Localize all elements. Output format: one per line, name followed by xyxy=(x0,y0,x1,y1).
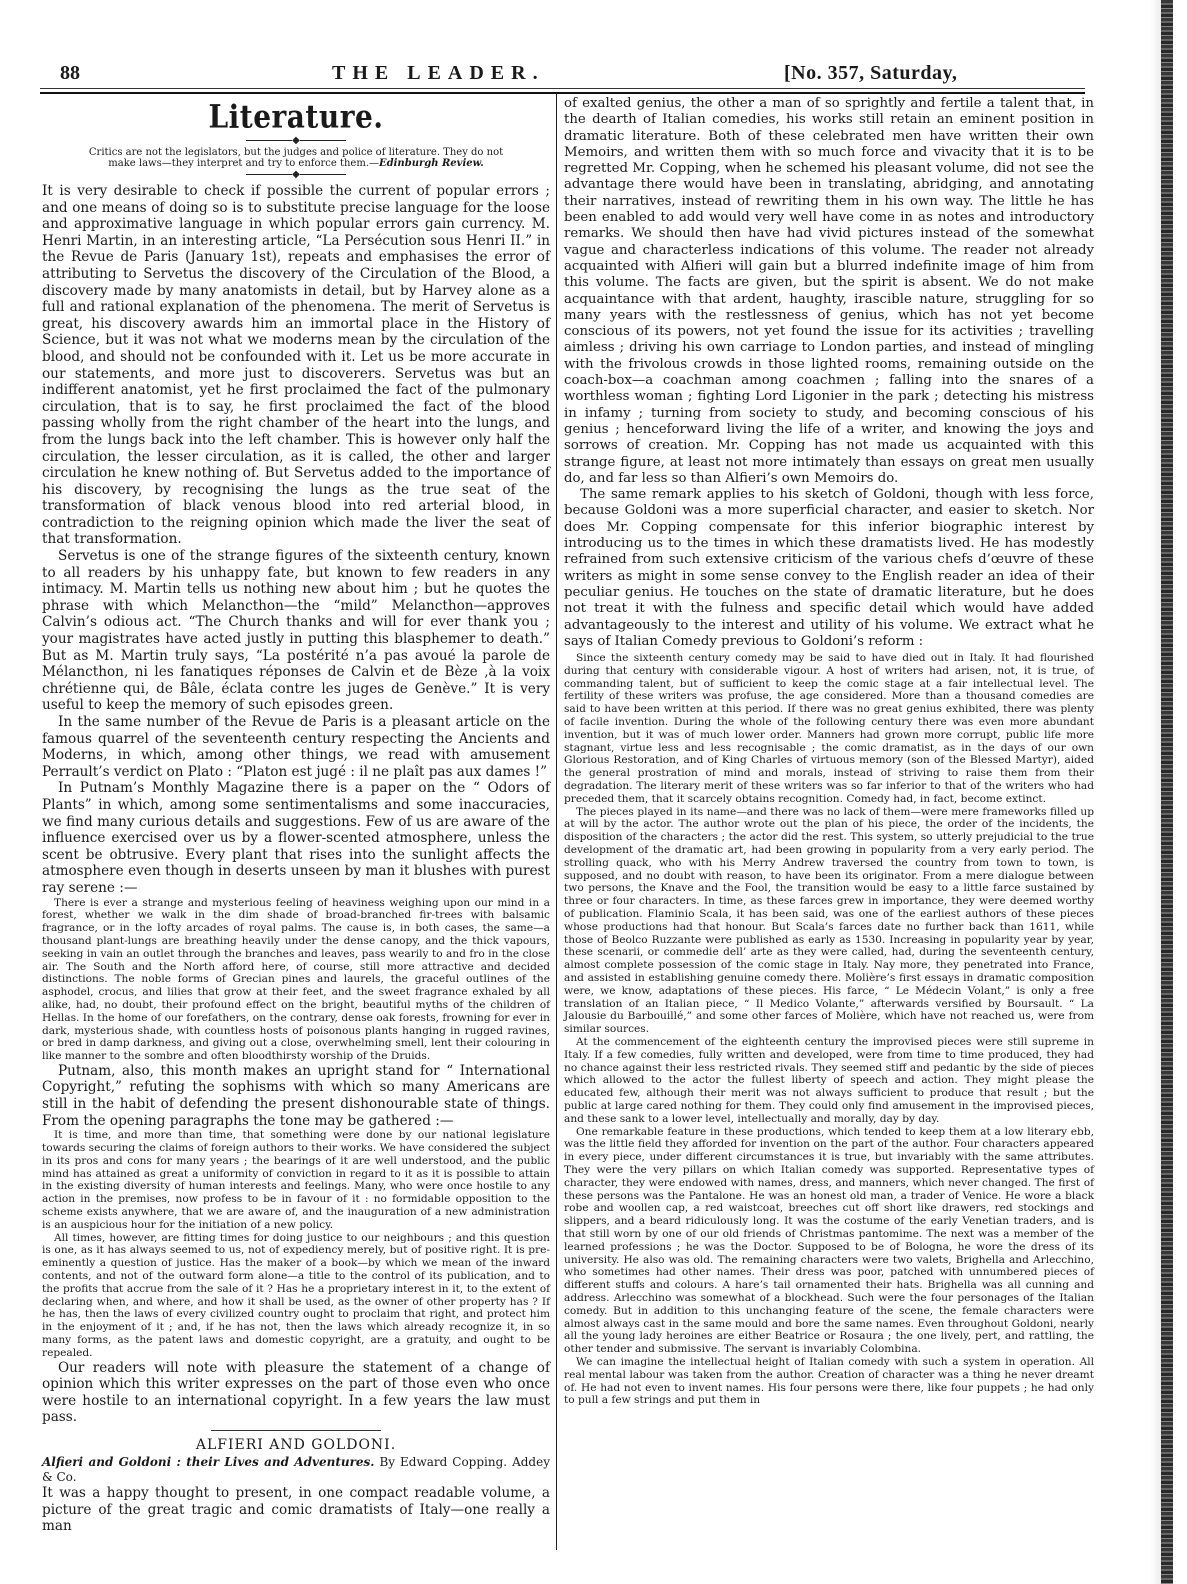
quote-paragraph: At the commencement of the eighteenth century the improvised pieces were still supreme in Italy. If a few comedies, fully written and developed, were from time to time produced, they had no chance against their less restricted rivals. They seemed stiff and pedantic by the side of pieces which allowed to the actor the fullest liberty of speech and action. They might please the educated few, although their merit was not always sufficient to produce that result ; but the public at large cared nothing for them. They could only find amusement in the improvised pieces, and these sank to a lower level, intellectually and morally, day by day. xyxy=(564,1036,1094,1125)
review-heading: ALFIERI AND GOLDONI. xyxy=(195,1436,397,1453)
block-quote xyxy=(564,652,1094,1407)
paragraph: Servetus is one of the strange figures of the sixteenth century, known to all readers by his unhappy fate, but known to few readers in any intimacy. M. Martin tells us nothing new about him ; but he quotes the phrase with which Melancthon—the “mild” Melancthon—approves Calvin’s odious act. “The Church thanks and will for ever thank you ; your magistrates have acted justly in putting this blasphemer to death.” But as M. Martin truly says, “La postérité n’a pas avoué la parole de Mélancthon, ni les fanatiques réponses de Calvin et de Bèze ,à la voix chrétienne qui, de Bâle, éclata contre les juges de Genève.” It is very useful to keep the memory of such episodes green. xyxy=(42,548,550,714)
ornament-divider: ◆ xyxy=(42,137,550,145)
article-body xyxy=(42,1485,550,1535)
paragraph: Our readers will note with pleasure the statement of a change of opinion which this writer expresses on the part of those even who once were hostile to an international copyright. In a few years the law must pass. xyxy=(42,1359,550,1426)
column-divider xyxy=(556,94,557,1550)
quote-paragraph: Since the sixteenth century comedy may be said to have died out in Italy. It had flourished during that century with considerable vigour. A host of writers had arisen, not, it is true, of commanding talent, but of sufficient to keep the comic stage at a fair intellectual level. The fertility of these writers was profuse, the age considered. More than a thousand comedies are said to have been written at this period. If there was no great genius exhibited, there was plenty of facile invention. During the whole of the following century there was even more abundant invention, but it was of much lower order. Manners had grown more corrupt, public life more stagnant, virtue less and less recognisable ; the comic dramatist, as in the days of our own Glorious Restoration, and of King Charles of virtuous memory (son of the Blessed Martyr), aided the general prostration of mind and morals, instead of striving to raise them from their degradation. The literary merit of these writers was so far inferior to that of the writers who had preceded them, that it scarcely obtains recognition. Comedy had, in fact, become extinct. xyxy=(564,652,1094,805)
paragraph: It was a happy thought to present, in one compact readable volume, a picture of the great tragic and comic dramatists of Italy—one really a man xyxy=(42,1484,550,1535)
quote-paragraph: All times, however, are fitting times for doing justice to our neighbours ; and this question is one, as it has always seemed to us, not of expediency merely, but of positive right. It is pre-eminently a question of justice. Has the maker of a book—by which we mean of the inward contents, and not of the outward form alone—a title to the control of its publication, and to the profits that accrue from the sale of it ? Has he a proprietary interest in it, to the extent of declaring when, and where, and how it shall be used, as the owner of other property has ? If he has, then the laws of every civilized country ought to proclaim that right, and protect him in the enjoyment of it ; and, if he has not, then the laws which already recognize it, in so many forms, as the patent laws and domestic copyright, are a gratuity, and ought to be repealed. xyxy=(42,1231,550,1359)
masthead xyxy=(42,62,1187,88)
epigraph-line: Critics are not the legislators, but the judges and police of literature. They do not xyxy=(88,147,504,158)
article-body xyxy=(564,96,1094,650)
paragraph: of exalted genius, the other a man of so sprightly and fertile a talent that, in the dearth of Italian comedies, his works still retain an eminent position in dramatic literature. Both of these celebrated men have written their own Memoirs, and written them with so much force and vivacity that it is to be regretted Mr. Copping, when he schemed his pleasant volume, did not see the advantage there would have been in translating, abridging, and annotating their narratives, instead of rewriting them in his own way. The little he has been enabled to add would very well have come in as notes and introductory remarks. We should then have had vivid pictures instead of the somewhat vague and characterless indications of this volume. The reader not already acquainted with Alfieri will gain but a blurred indefinite image of him from this volume. The facts are given, but the spirit is absent. We do not make acquaintance with that ardent, haughty, irascible nature, struggling for so many years with the restlessness of genius, which has not yet become conscious of its powers, not yet found the issue for its activities ; travelling aimless ; driving his own carriage to London parties, and instead of mingling with the frivolous crowds in those lighted rooms, remaining outside on the coach-box—a coachman among coachmen ; falling into the snares of a worthless woman ; fighting Lord Ligonier in the park ; detecting his mistress in infamy ; turning from society to study, and becoming conscious of his genius ; henceforward living the life of a writer, and knowing the joys and sorrows of creation. Mr. Copping has not made us acquainted with this strange figure, at least not more intimately than essays on great men usually do, and far less so than Alfieri’s own Memoirs do. xyxy=(564,96,1094,486)
paragraph: It is very desirable to check if possible the current of popular errors ; and one means of doing so is to substitute precise language for the loose and approximative language in which popular errors gain currency. M. Henri Martin, in an interesting article, “La Persécution sous Henri II.” in the Revue de Paris (January 1st), repeats and emphasises the error of attributing to Servetus the discovery of the Circulation of the Blood, a discovery made by many anatomists in detail, but by Harvey alone as a full and rational explanation of the phenomena. The merit of Servetus is great, his discovery awards him an immortal place in the History of Science, but it was not what we moderns mean by the circulation of the blood, and should not be confounded with it. Let us be more accurate in our statements, and more just to discoverers. Servetus was but an indifferent anatomist, yet he first proclaimed the fact of the pulmonary circulation, that is to say, he first proclaimed the fact of the blood passing wholly from the right chamber of the heart into the lungs, and from the lungs back into the left chamber. This is however only half the circulation, the lesser circulation, as it is called, the other and larger circulation he knew nothing of. But Servetus added to the importance of his discovery, by recognising the lungs as the true seat of the transformation of black venous blood into red arterial blood, in contradiction to the reigning opinion which made the liver the seat of that transformation. xyxy=(42,183,550,548)
binding-edge xyxy=(1161,0,1173,1584)
block-quote xyxy=(42,1129,550,1359)
epigraph-source: Edinburgh Review. xyxy=(379,158,484,169)
section-rule xyxy=(211,1430,381,1431)
book-citation xyxy=(42,1455,550,1485)
book-meta: By Edward Copping. Addey & Co. xyxy=(42,1454,550,1484)
quote-paragraph: The pieces played in its name—and there was no lack of them—were mere frameworks filled up at will by the actor. The author wrote out the plan of his piece, the order of the incidents, the disposition of the characters ; the actor did the rest. This system, so utterly prejudicial to the true development of the dramatic art, had been growing in popularity from a very early period. The strolling quack, who with his Merry Andrew traversed the country from town to town, is supposed, and no doubt with reason, to have been its originator. From a mere dialogue between two persons, the Knave and the Fool, the transition would be easy to a little farce sustained by three or four characters. In time, as these farces grew in importance, they were deemed worthy of publication. Flaminio Scala, it has been said, was one of the earliest authors of these pieces whose productions had that honour. But Scala’s farces date no further back than 1611, while those of Beolco Ruzzante were published as early as 1530. Increasing in popularity year by year, these scenarii, or commedie dell’ arte as they were called, had, during the seventeenth century, almost complete possession of the comic stage in Italy. Nay more, they penetrated into France, and assisted in establishing genuine comedy there. Molière’s first essays in dramatic composition were, we know, adaptations of these pieces. His farce, “ Le Médecin Volant,” is only a free translation of an Italian piece, “ Il Medico Volante,” afterwards versified by Boursault. “ La Jalousie du Barbouillé,” and some other farces of Molière, which have not reached us, were from similar sources. xyxy=(564,805,1094,1036)
quote-paragraph: We can imagine the intellectual height of Italian comedy with such a system in operation. All real mental labour was taken from the author. Creation of character was a thing he never dreamt of. He had not even to invent names. His four persons were there, like four puppets ; he had only to pull a few strings and put them in xyxy=(564,1355,1094,1407)
right-column xyxy=(564,96,1094,1407)
quote-paragraph: There is ever a strange and mysterious feeling of heaviness weighing upon our mind in a forest, whether we walk in the dim shade of broad-branched fir-trees with balsamic fragrance, or in the lofty arcades of royal palms. The cause is, in both cases, the same—a thousand plant-lungs are breathing heavily under the dense canopy, and the thick vapours, seeking in vain an outlet through the branches and leaves, pass wearily to and fro in the close air. The South and the North afford here, of course, still more attractive and decided distinctions. The noble forms of Grecian pines and laurels, the graceful outlines of the asphodel, crocus, and lilies that grow at their feet, and the sweet fragrance exhaled by all alike, had, no doubt, their profound effect on the bright, beautiful myths of the children of Hellas. In the home of our forefathers, on the contrary, dense oak forests, frowning for ever in dark, mysterious shade, with countless hosts of poisonous plants hanging in rugged ravines, or bred in damp darkness, and giving out a close, overwhelming smell, lent their colouring in like manner to the sombre and often bloodthirsty worship of the Druids. xyxy=(42,896,550,1063)
paragraph: In Putnam’s Monthly Magazine there is a paper on the “ Odors of Plants” in which, among some sentimentalisms and some inaccuracies, we find many curious details and suggestions. Few of us are aware of the influence exercised over us by a flower-scented atmosphere, unless the scent be obtrusive. Every plant that rises into the sunlight affects the atmosphere even though in deserts unseen by man it blushes with purest ray serene :— xyxy=(42,780,550,896)
quote-paragraph: One remarkable feature in these productions, which tended to keep them at a low literary ebb, was the little field they afforded for invention on the part of the author. Four characters appeared in every piece, under different circumstances it is true, but invariably with the same attributes. They were the very pillars on which Italian comedy was supported. Representative types of character, they were endowed with names, dress, and manners, which never changed. The first of these persons was the Pantalone. He was an honest old man, a trader of Venice. He wore a black robe and woollen cap, a red waistcoat, breeches cut off short like drawers, red stockings and slippers, and a beard ridiculously long. It was the costume of the early Venetian traders, and is that still worn by one of our old friends of Christmas pantomime. The next was a member of the learned professions ; he was the Doctor. Supposed to be of Bologna, he wore the dress of its university. He also was old. The remaining characters were two valets, Brighella and Arlecchino, who sometimes had other names. Their dress was poor, patched with unnumbered pieces of different stuffs and colours. A hare’s tail ornamented their hats. Brighella was all cunning and address. Arlecchino was somewhat of a blockhead. Such were the four personages of the Italian comedy. But in addition to this unchanging feature of the scene, the female characters were almost always cast in the same mould and bore the same names. Even throughout Goldoni, nearly all the young lady heroines are either Beatrice or Rosaura ; the one lively, pert, and rattling, the other tender and submissive. The servant is invariably Colombina. xyxy=(564,1125,1094,1356)
issue-number: [No. 357, Saturday, xyxy=(784,62,958,84)
article-body xyxy=(42,1063,550,1129)
header-rule xyxy=(40,88,1085,94)
quote-paragraph: It is time, and more than time, that something were done by our national legislature towards securing the claims of foreign authors to their works. We have considered the subject in its pros and cons for many years ; the bearings of it are well understood, and the public mind has attained as great a uniformity of conviction in regard to it as it is possible to attain in the existing diversity of human interests and feelings. Many, who were once hostile to any action in the premises, now profess to be in favour of it : no formidable opposition to the scheme exists anywhere, that we are aware of, and the inauguration of a new administration is an auspicious hour for the initiation of a new policy. xyxy=(42,1129,550,1231)
paragraph: In the same number of the Revue de Paris is a pleasant article on the famous quarrel of the seventeenth century respecting the Ancients and Moderns, in which, among other things, we read with amusement Perrault’s verdict on Plato : “Platon est jugé : il ne plaît pas aux dames !” xyxy=(42,714,550,780)
paragraph: The same remark applies to his sketch of Goldoni, though with less force, because Goldoni was a more superficial character, and easier to sketch. Nor does Mr. Copping compensate for this inferior biographic interest by introducing us to the times in which these dramatists lived. He has modestly refrained from such extensive criticism of the various chefs d’œuvre of these writers as might in some sense convey to the English reader an idea of their peculiar genius. He touches on the state of dramatic literature, but he does not treat it with the fulness and specific detail which would have added advantageously to the interest and utility of his volume. We extract what he says of Italian Comedy previous to Goldoni’s reform : xyxy=(564,487,1094,649)
block-quote xyxy=(42,897,550,1063)
page-number: 88 xyxy=(60,62,80,84)
epigraph-line: make laws—they interpret and try to enforce them.—Edinburgh Review. xyxy=(108,158,484,169)
epigraph xyxy=(42,147,550,169)
paragraph: Putnam, also, this month makes an upright stand for “ International Copyright,” refuting the sophisms with which so many Americans are still in the habit of defending the present dishonourable state of things. From the opening paragraphs the tone may be gathered :— xyxy=(42,1062,550,1129)
ornament-divider: ◆ xyxy=(42,171,550,179)
article-body xyxy=(42,183,550,897)
book-title: Alfieri and Goldoni : their Lives and Adventures. xyxy=(42,1454,375,1469)
newspaper-title: THE LEADER. xyxy=(332,62,545,84)
left-column xyxy=(42,96,550,1535)
article-body xyxy=(42,1360,550,1426)
section-title: Literature. xyxy=(208,97,384,136)
